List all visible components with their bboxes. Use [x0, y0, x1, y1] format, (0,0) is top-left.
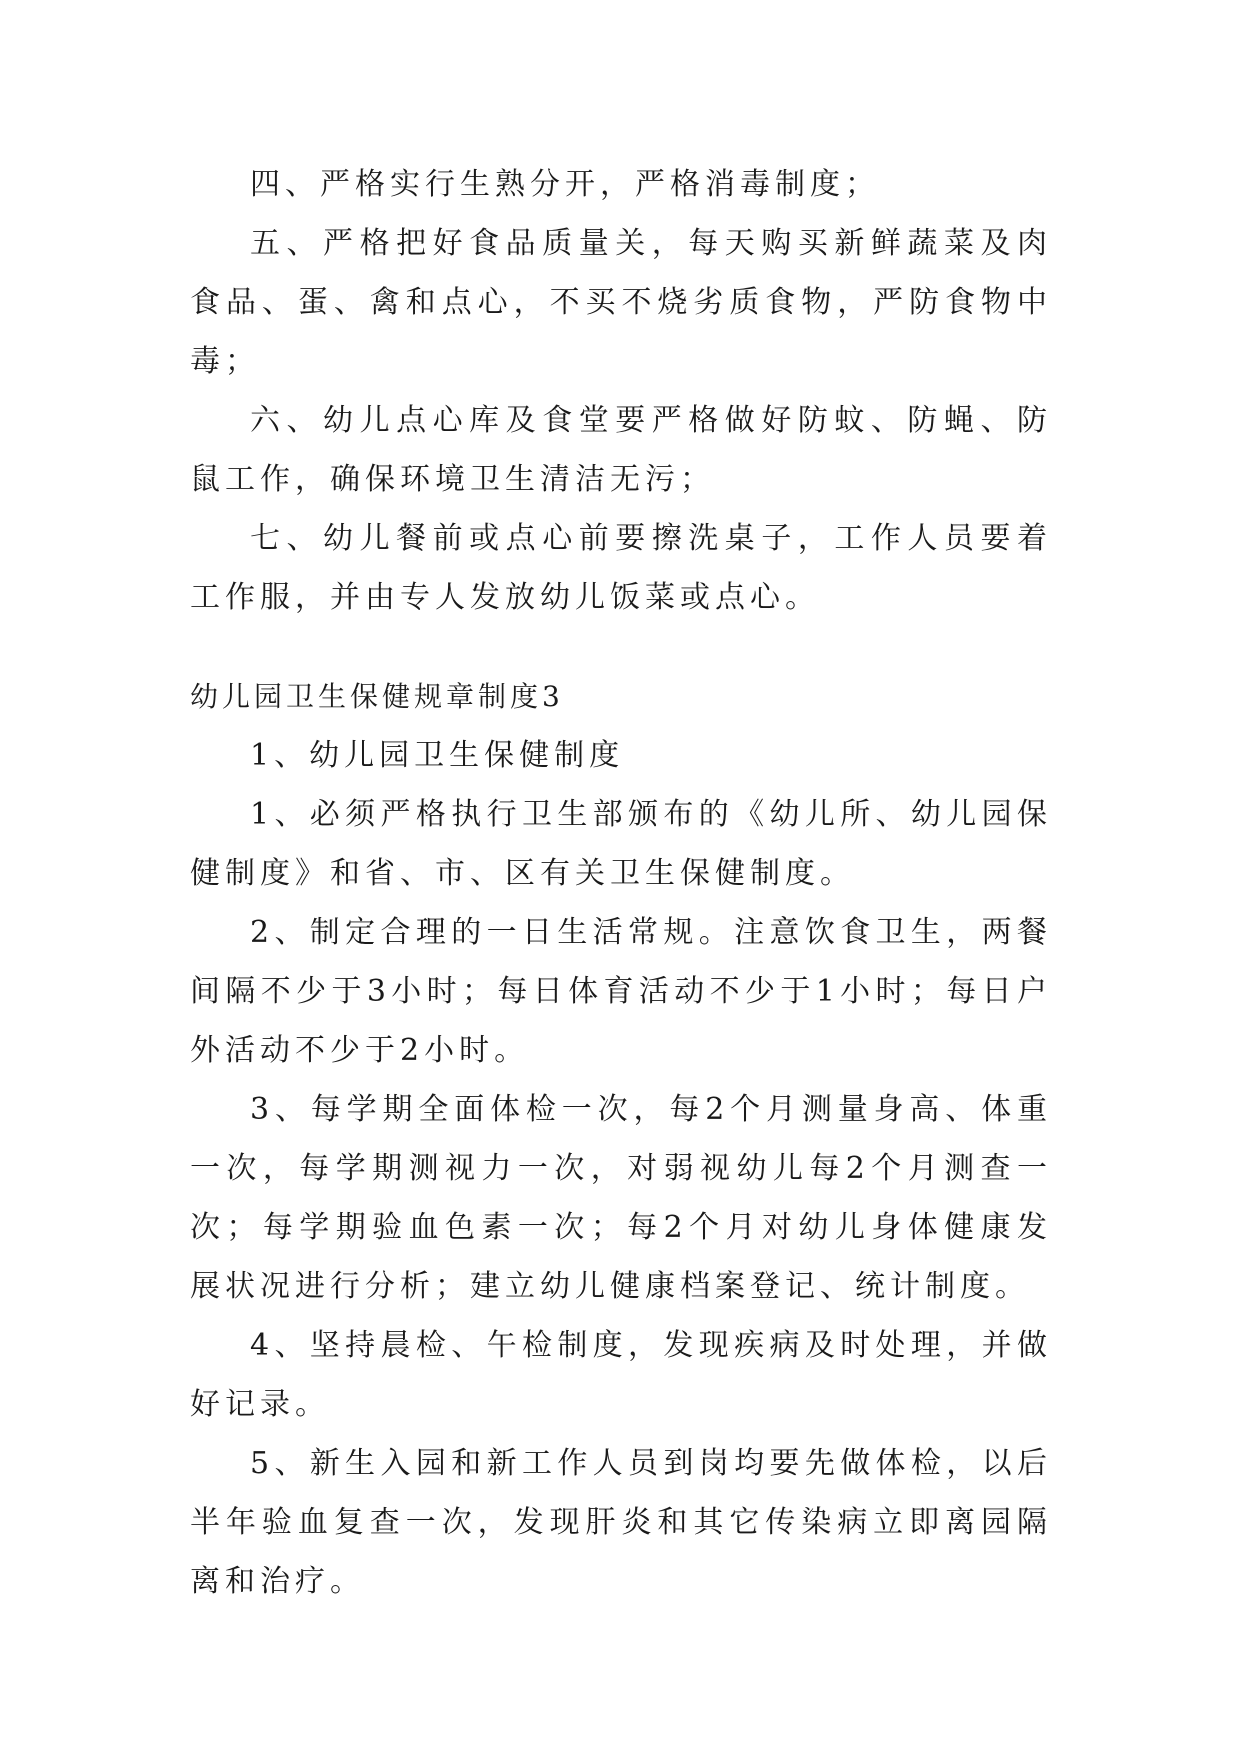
section-title: 幼儿园卫生保健规章制度3	[190, 680, 564, 713]
rule-item-2: 2、制定合理的一日生活常规。注意饮食卫生，两餐间隔不少于3小时；每日体育活动不少于1小时；每日户外活动不少于2小时。	[190, 915, 1052, 1068]
rule-item-1: 1、必须严格执行卫生部颁布的《幼儿所、幼儿园保健制度》和省、市、区有关卫生保健制度。	[190, 797, 1052, 891]
paragraph-item-5: 五、严格把好食品质量关，每天购买新鲜蔬菜及肉食品、蛋、禽和点心，不买不烧劣质食物，严防食物中毒；	[190, 226, 1052, 379]
rule-item-5: 5、新生入园和新工作人员到岗均要先做体检，以后半年验血复查一次，发现肝炎和其它传染病立即离园隔离和治疗。	[190, 1446, 1052, 1599]
paragraph-item-7: 七、幼儿餐前或点心前要擦洗桌子，工作人员要着工作服，并由专人发放幼儿饭菜或点心。	[190, 521, 1052, 615]
rule-item-4: 4、坚持晨检、午检制度，发现疾病及时处理，并做好记录。	[190, 1328, 1052, 1422]
subsection-title: 1、幼儿园卫生保健制度	[250, 738, 625, 773]
paragraph-item-4: 四、严格实行生熟分开，严格消毒制度；	[250, 167, 880, 202]
document-body	[190, 155, 1052, 1611]
rule-item-3: 3、每学期全面体检一次，每2个月测量身高、体重一次，每学期测视力一次，对弱视幼儿每2个月测查一次；每学期验血色素一次；每2个月对幼儿身体健康发展状况进行分析；建立幼儿健康档案登记、统计制度。	[190, 1092, 1052, 1304]
paragraph-item-6: 六、幼儿点心库及食堂要严格做好防蚊、防蝇、防鼠工作，确保环境卫生清洁无污；	[190, 403, 1052, 497]
